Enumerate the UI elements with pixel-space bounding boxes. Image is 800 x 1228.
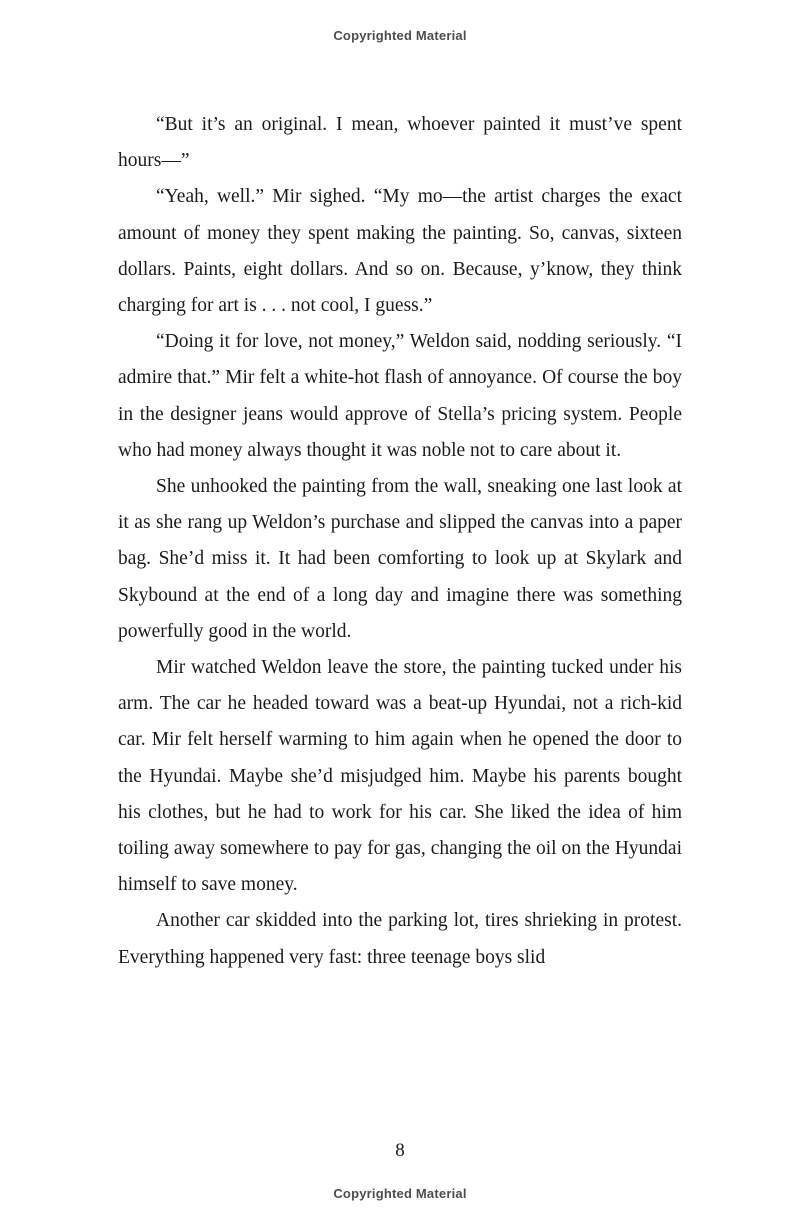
copyright-notice-bottom: Copyrighted Material: [333, 1186, 467, 1201]
paragraph: “Doing it for love, not money,” Weldon said, nodding seriously. “I admire that.” Mir felt a white-hot flash of annoyance. Of course the boy in the designer jeans would approve of Stella’s pricing system. People who had money always thought it was noble not to care about it.: [118, 331, 682, 461]
paragraph: She unhooked the painting from the wall, sneaking one last look at it as she rang up Weldon’s purchase and slipped the canvas into a paper bag. She’d miss it. It had been comforting to look up at Skylark and Skybound at the end of a long day and imagine there was something powerfully good in the world.: [118, 476, 682, 642]
paragraph: “But it’s an original. I mean, whoever painted it must’ve spent hours—”: [118, 114, 682, 172]
copyright-notice-top: Copyrighted Material: [333, 28, 467, 43]
paragraph: Mir watched Weldon leave the store, the painting tucked under his arm. The car he headed toward was a beat-up Hyundai, not a rich-kid car. Mir felt herself warming to him again when he opened the door to the Hyundai. Maybe she’d misjudged him. Maybe his parents bought his clothes, but he had to work for his car. She liked the idea of him toiling away somewhere to pay for gas, changing the oil on the Hyundai himself to save money.: [118, 657, 682, 896]
page-text: [118, 107, 682, 976]
paragraph: “Yeah, well.” Mir sighed. “My mo—the artist charges the exact amount of money they spent making the painting. So, canvas, sixteen dollars. Paints, eight dollars. And so on. Because, y’know, they think charging for art is . . . not cool, I guess.”: [118, 186, 682, 317]
paragraph: Another car skidded into the parking lot, tires shrieking in protest. Everything happened very fast: three teenage boys slid: [118, 910, 682, 968]
page-number: 8: [395, 1140, 405, 1161]
